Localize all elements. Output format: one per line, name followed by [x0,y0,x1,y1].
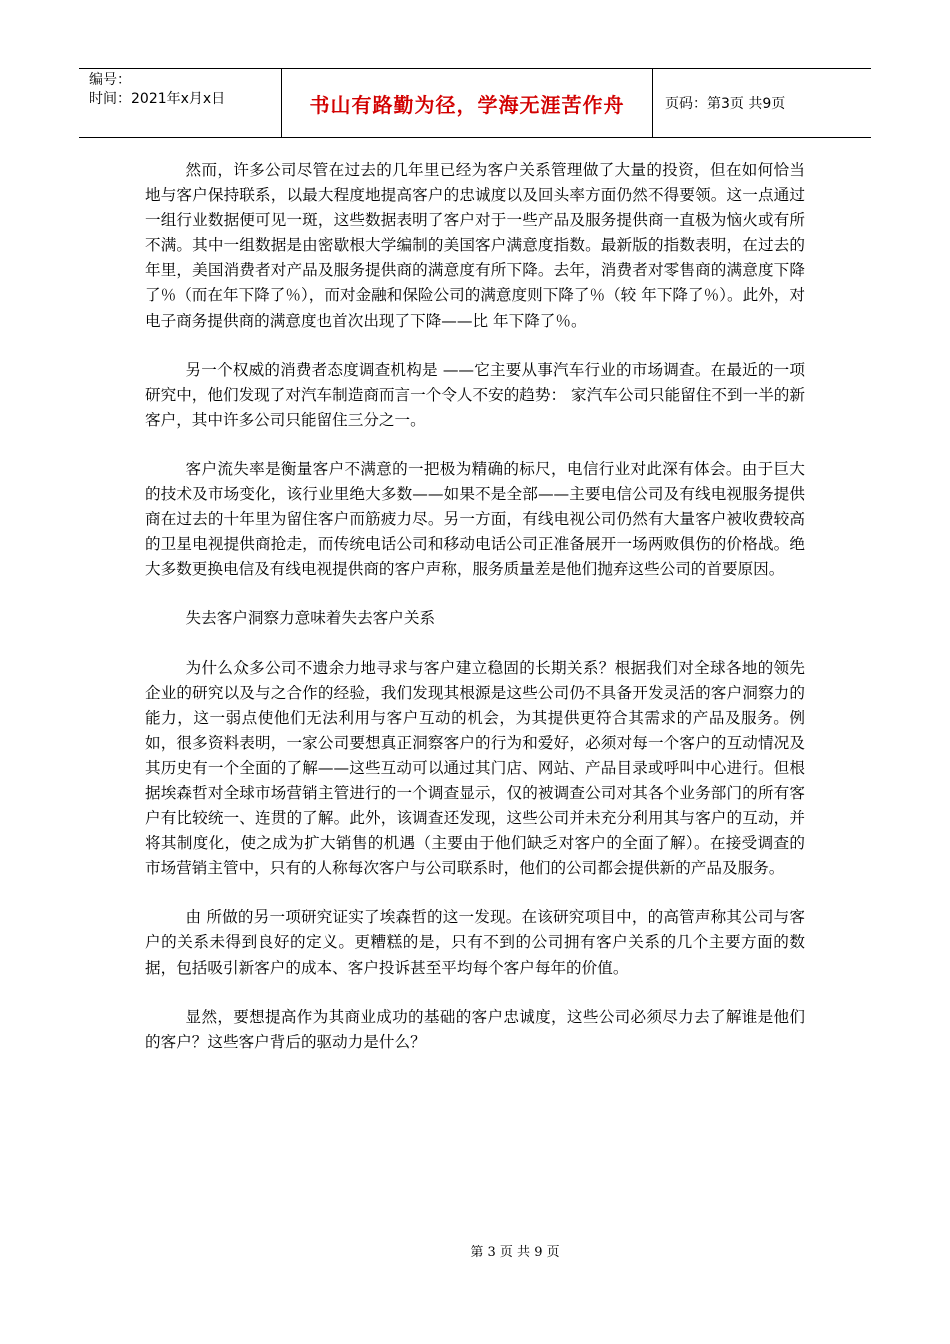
document-body [145,158,805,1079]
paragraph: 另一个权威的消费者态度调查机构是 ——它主要从事汽车行业的市场调查。在最近的一项研究中，他们发现了对汽车制造商而言一个令人不安的趋势： 家汽车公司只能留住不到一半的新客户，其中许多公司只能留住三分之一。 [145,360,805,429]
number-label: 编号： [89,72,131,88]
paragraph: 显然，要想提高作为其商业成功的基础的客户忠诚度，这些公司必须尽力去了解谁是他们的客户？这些客户背后的驱动力是什么？ [145,1007,805,1051]
header-meta [79,69,282,137]
header-page-info: 页码：第3页 共9页 [665,96,786,112]
page-footer: 第 3 页 共 9 页 [470,1245,560,1260]
time-label: 时间：2021年x月x日 [89,91,226,107]
paragraph: 为什么众多公司不遗余力地寻求与客户建立稳固的长期关系？根据我们对全球各地的领先企业的研究以及与之合作的经验，我们发现其根源是这些公司仍不具备开发灵活的客户洞察力的能力，这一弱点使他们无法利用与客户互动的机会，为其提供更符合其需求的产品及服务。例如，很多资料表明，一家公司要想真正洞察客户的行为和爱好，必须对每一个客户的互动情况及其历史有一个全面的了解——这些互动可以通过其门店、网站、产品目录或呼叫中心进行。但根据埃森哲对全球市场营销主管进行的一个调查显示，仅的被调查公司对其各个业务部门的所有客户有比较统一、连贯的了解。此外，该调查还发现，这些公司并未充分利用其与客户的互动，并将其制度化，使之成为扩大销售的机遇（主要由于他们缺乏对客户的全面了解）。在接受调查的市场营销主管中，只有的人称每次客户与公司联系时，他们的公司都会提供新的产品及服务。 [145,658,805,878]
section-heading: 失去客户洞察力意味着失去客户关系 [185,609,436,628]
paragraph: 客户流失率是衡量客户不满意的一把极为精确的标尺，电信行业对此深有体会。由于巨大的技术及市场变化，该行业里绝大多数——如果不是全部——主要电信公司及有线电视服务提供商在过去的十年里为留住客户而筋疲力尽。另一方面，有线电视公司仍然有大量客户被收费较高的卫星电视提供商抢走，而传统电话公司和移动电话公司正准备展开一场两败俱伤的价格战。绝大多数更换电信及有线电视提供商的客户声称，服务质量差是他们抛弃这些公司的首要原因。 [145,459,805,579]
paragraph: 由 所做的另一项研究证实了埃森哲的这一发现。在该研究项目中，的高管声称其公司与客户的关系未得到良好的定义。更糟糕的是，只有不到的公司拥有客户关系的几个主要方面的数据，包括吸引新客户的成本、客户投诉甚至平均每个客户每年的价值。 [145,908,805,977]
paragraph: 然而，许多公司尽管在过去的几年里已经为客户关系管理做了大量的投资，但在如何恰当地与客户保持联系，以最大程度地提高客户的忠诚度以及回头率方面仍然不得要领。这一点通过一组行业数据便可见一斑，这些数据表明了客户对于一些产品及服务提供商一直极为恼火或有所不满。其中一组数据是由密歇根大学编制的美国客户满意度指数。最新版的指数表明，在过去的 年里，美国消费者对产品及服务提供商的满意度有所下降。去年，消费者对零售商的满意度下降了％（而在年下降了％），而对金融和保险公司的满意度则下降了％（较 年下降了％）。此外，对电子商务提供商的满意度也首次出现了下降——比 年下降了％。 [145,161,805,330]
page-header [79,68,871,138]
header-motto: 书山有路勤为径，学海无涯苦作舟 [282,69,653,137]
